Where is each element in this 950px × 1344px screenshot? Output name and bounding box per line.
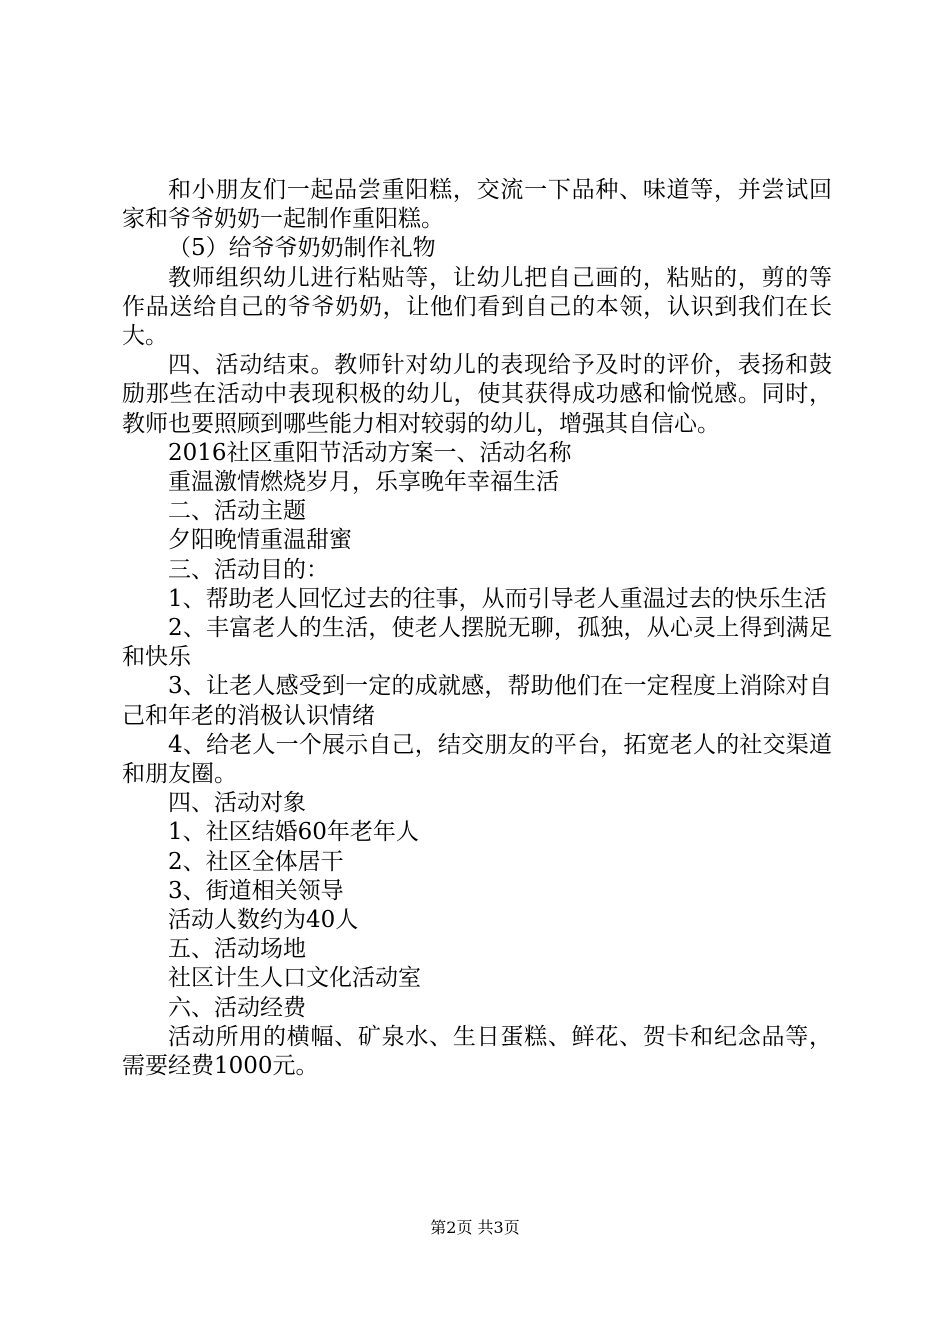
- page-number-footer: 第2页 共3页: [430, 1218, 520, 1237]
- paragraph: （5）给爷爷奶奶制作礼物: [168, 235, 436, 262]
- paragraph: 3、街道相关领导: [168, 877, 344, 904]
- document-body: [122, 176, 832, 1081]
- paragraph: 活动人数约为40人: [168, 907, 359, 934]
- paragraph: 1、帮助老人回忆过去的往事，从而引导老人重温过去的快乐生活: [168, 585, 827, 612]
- paragraph: 1、社区结婚60年老年人: [168, 819, 419, 846]
- paragraph: 五、活动场地: [168, 936, 306, 963]
- paragraph: 社区计生人口文化活动室: [168, 965, 421, 992]
- paragraph: 3、让老人感受到一定的成就感，帮助他们在一定程度上消除对自己和年老的消极认识情绪: [122, 673, 832, 729]
- paragraph: 夕阳晚情重温甜蜜: [168, 527, 352, 554]
- paragraph: 2016社区重阳节活动方案一、活动名称: [168, 439, 572, 466]
- paragraph: 重温激情燃烧岁月，乐享晚年幸福生活: [168, 469, 559, 496]
- paragraph: 三、活动目的：: [168, 556, 329, 583]
- paragraph: 四、活动结束。教师针对幼儿的表现给予及时的评价，表扬和鼓励那些在活动中表现积极的幼儿，使其获得成功感和愉悦感。同时，教师也要照顾到哪些能力相对较弱的幼儿，增强其自信心。: [122, 352, 832, 437]
- paragraph: 和小朋友们一起品尝重阳糕，交流一下品种、味道等，并尝试回家和爷爷奶奶一起制作重阳糕。: [122, 177, 832, 233]
- paragraph: 活动所用的横幅、矿泉水、生日蛋糕、鲜花、贺卡和纪念品等，需要经费1000元。: [122, 1023, 832, 1080]
- paragraph: 六、活动经费: [168, 994, 306, 1021]
- paragraph: 2、丰富老人的生活，使老人摆脱无聊，孤独，从心灵上得到满足和快乐: [122, 615, 832, 671]
- paragraph: 2、社区全体居干: [168, 848, 344, 875]
- paragraph: 四、活动对象: [168, 790, 306, 817]
- paragraph: 4、给老人一个展示自己，结交朋友的平台，拓宽老人的社交渠道和朋友圈。: [122, 731, 832, 788]
- paragraph: 二、活动主题: [168, 498, 306, 525]
- paragraph: 教师组织幼儿进行粘贴等，让幼儿把自己画的，粘贴的，剪的等作品送给自己的爷爷奶奶，让他们看到自己的本领，认识到我们在长大。: [122, 264, 832, 350]
